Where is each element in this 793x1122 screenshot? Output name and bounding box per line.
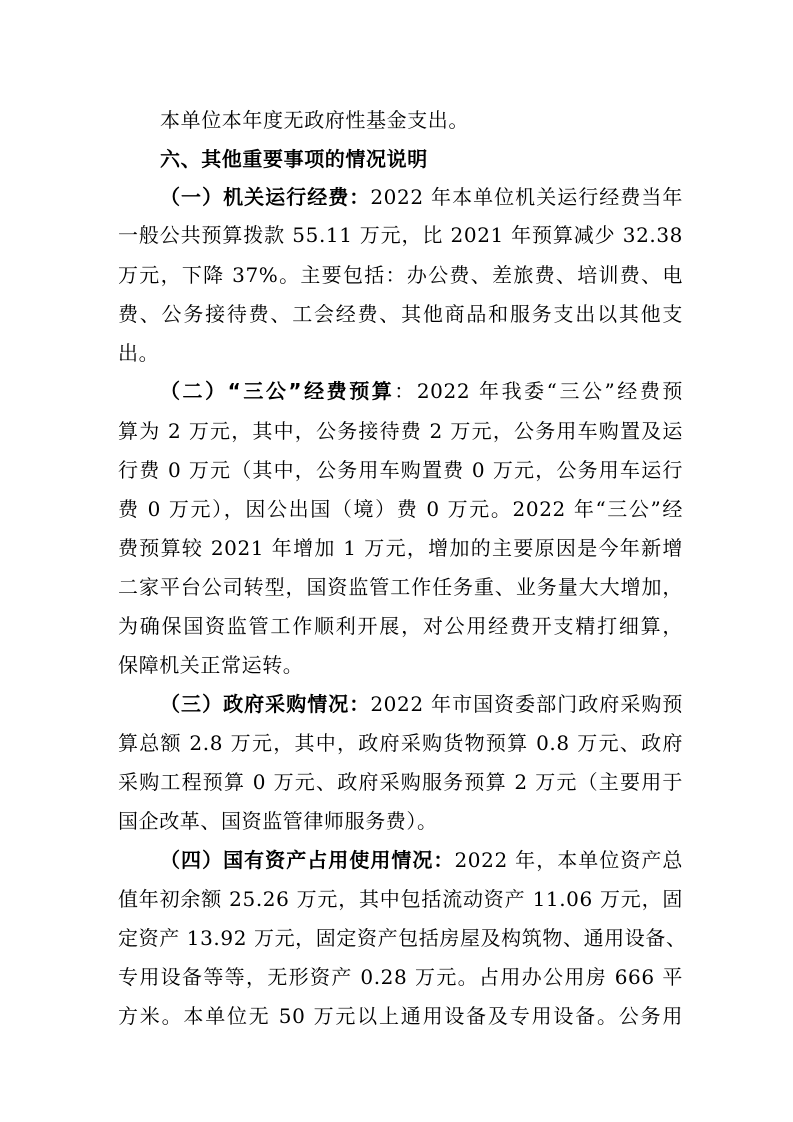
p2-line-2: 算为 2 万元，其中，公务接待费 2 万元，公务用车购置及运 <box>118 419 683 443</box>
p1-line-1-text: 2022 年本单位机关运行经费当年 <box>370 185 683 209</box>
p4-line-3: 定资产 13.92 万元，固定资产包括房屋及构筑物、通用设备、 <box>118 926 687 950</box>
p2-line-6: 二家平台公司转型，国资监管工作任务重、业务量大大增加， <box>118 575 683 599</box>
p1-line-3: 万元，下降 37%。主要包括：办公费、差旅费、培训费、电 <box>118 263 683 287</box>
p2-label: （二）“三公”经费预算 <box>160 379 395 403</box>
p4-line-4: 专用设备等等，无形资产 0.28 万元。占用办公用房 666 平 <box>118 965 683 989</box>
p3-line-1-text: 2022 年市国资委部门政府采购预 <box>370 692 683 716</box>
p4-line-5: 方米。本单位无 50 万元以上通用设备及专用设备。公务用 <box>118 1004 683 1028</box>
p2-line-3: 行费 0 万元（其中，公务用车购置费 0 万元，公务用车运行 <box>118 458 683 482</box>
p3-line-2: 算总额 2.8 万元，其中，政府采购货物预算 0.8 万元、政府 <box>118 731 683 755</box>
p1-label: （一）机关运行经费： <box>160 185 371 209</box>
p3-line-4: 国企改革、国资监管律师服务费）。 <box>118 809 438 833</box>
p2-line-8: 保障机关正常运转。 <box>118 653 304 677</box>
p1-line-1 <box>160 176 683 218</box>
p1-line-4: 费、公务接待费、工会经费、其他商品和服务支出以其他支 <box>118 302 683 326</box>
section-heading-6: 六、其他重要事项的情况说明 <box>160 147 428 171</box>
p2-line-5: 费预算较 2021 年增加 1 万元，增加的主要原因是今年新增 <box>118 536 683 560</box>
p3-line-3: 采购工程预算 0 万元、政府采购服务预算 2 万元（主要用于 <box>118 770 683 794</box>
p1-line-5: 出。 <box>118 341 160 365</box>
p2-line-4: 费 0 万元），因公出国（境）费 0 万元。2022 年“三公”经 <box>118 497 683 521</box>
p4-line-2: 值年初余额 25.26 万元，其中包括流动资产 11.06 万元，固 <box>118 887 683 911</box>
p1-line-2: 一般公共预算拨款 55.11 万元，比 2021 年预算减少 32.38 <box>118 223 683 247</box>
p3-label: （三）政府采购情况： <box>160 692 371 716</box>
p4-label: （四）国有资产占用使用情况： <box>160 848 455 872</box>
fund-paragraph-line: 本单位本年度无政府性基金支出。 <box>160 108 469 132</box>
p4-line-1-text: 2022 年，本单位资产总 <box>454 848 683 872</box>
p3-line-1 <box>160 683 683 725</box>
p4-line-1 <box>160 839 683 881</box>
p2-line-1-text: ：2022 年我委“三公”经费预 <box>394 379 684 403</box>
p2-line-7: 为确保国资监管工作顺利开展，对公用经费开支精打细算， <box>118 614 683 638</box>
p2-line-1 <box>160 370 683 412</box>
